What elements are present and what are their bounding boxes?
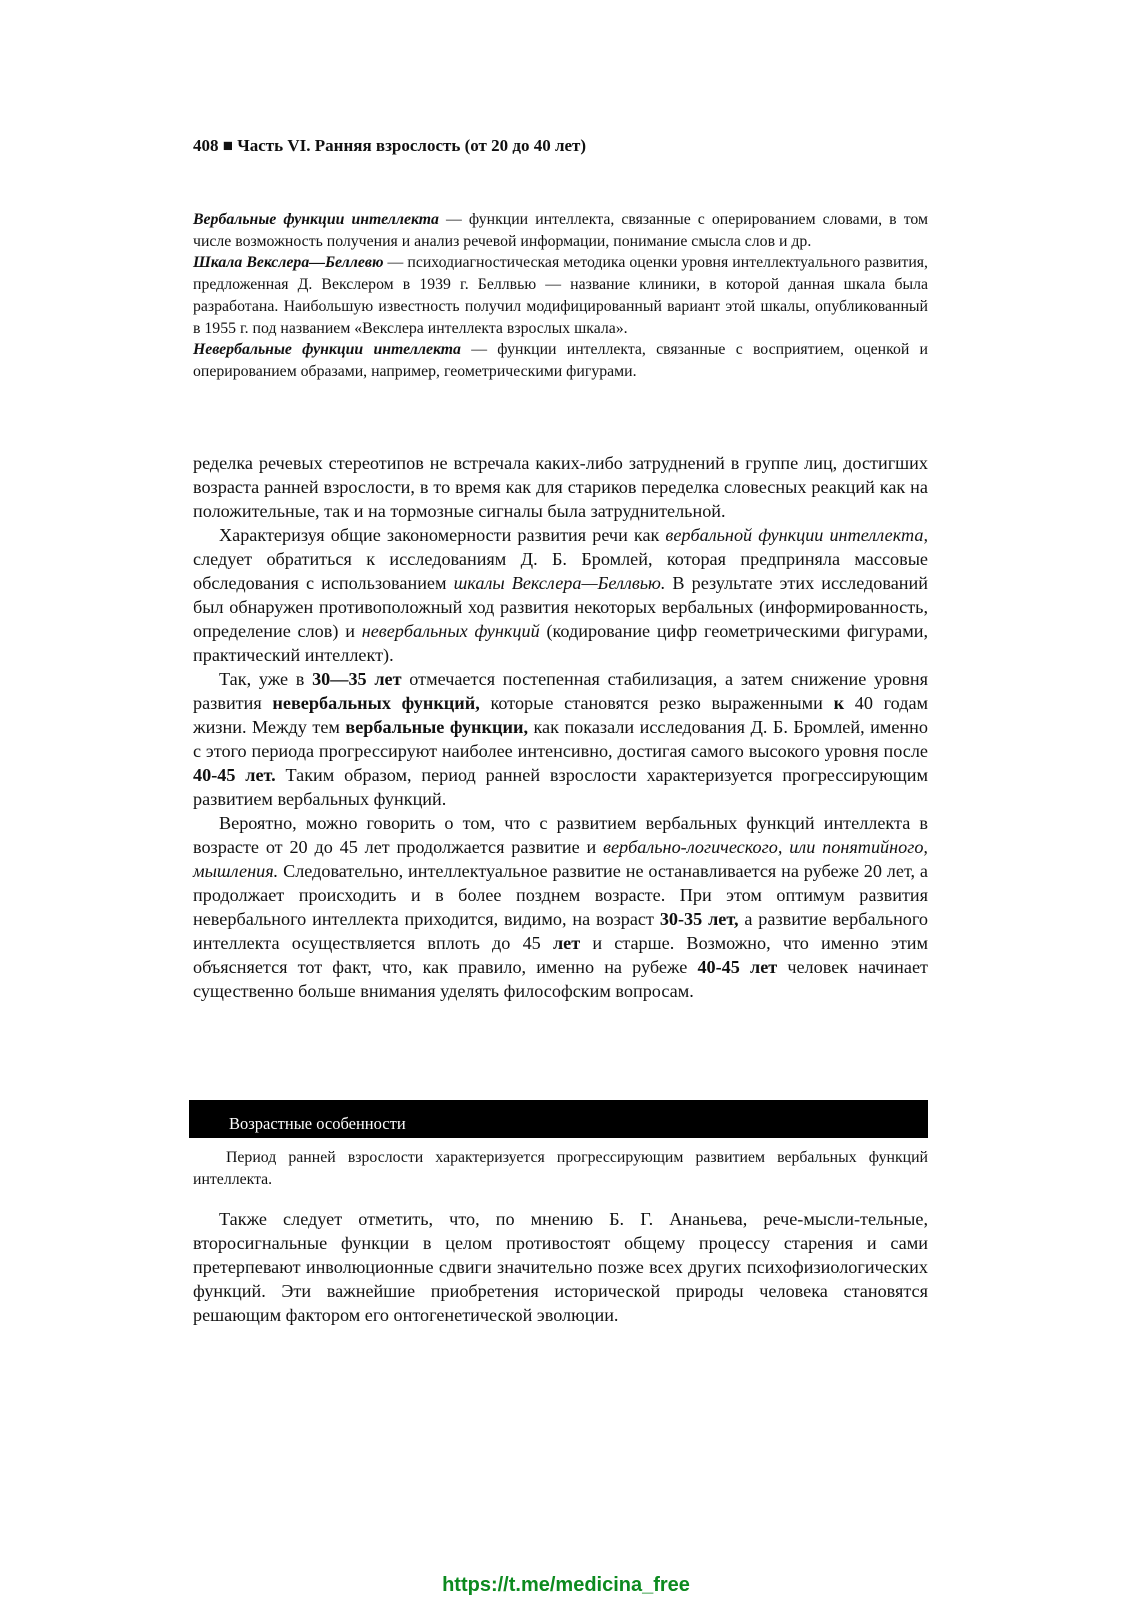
emphasis: шкалы Векслера—Беллвью.	[453, 573, 666, 593]
text-run: 40 годам жизни. Между тем	[193, 693, 929, 737]
glossary-block	[193, 209, 928, 383]
text-run: Характеризуя общие закономерности развития речи как	[219, 525, 666, 545]
text-run: как показали исследования Д. Б. Бромлей, именно с этого периода прогрессируют наиболее интенсивно, достигая самого высокого уровня после	[193, 717, 928, 761]
banner-title: Возрастные особенности	[229, 1114, 406, 1133]
glossary-entry	[193, 252, 928, 339]
glossary-entry	[193, 209, 928, 252]
text-run: Следовательно, интеллектуальное развитие не останавливается на рубеже 20 лет, а продолжает происходить и в более позднем возрасте. При этом оптимум развития невербального интеллекта приходится, видимо, на возраст	[193, 861, 928, 929]
strong: невербальных функций,	[272, 693, 480, 713]
glossary-term: Шкала Векслера—Беллевю	[193, 254, 384, 272]
strong: вербальные функции,	[345, 717, 528, 737]
strong: лет	[552, 933, 581, 953]
main-text	[193, 451, 928, 1003]
text-run: (кодирование цифр геометрическими фигурами, практический интеллект).	[193, 621, 928, 665]
text-run: Вероятно, можно говорить о том, что с развитием вербальных функций интеллекта в возрасте от 20 до 45 лет продолжается развитие и	[193, 813, 928, 857]
glossary-definition: — психодиагностическая методика оценки уровня интеллектуального развития, предложенная Д. Векслером в 1939 г. Беллвью — название клиники, в которой данная шкала была разработана. Наибольшую известность получил модифицированный вариант этой шкалы, опубликованный в 1955 г. под названием «Векслера интеллекта взрослых шкала».	[193, 254, 928, 337]
emphasis: вербальной функции интеллекта,	[665, 525, 928, 545]
text-run: Таким образом, период ранней взрослости характеризуется прогрессирующим развитием вербальных функций.	[193, 765, 928, 809]
text-run: Так, уже в	[219, 669, 313, 689]
emphasis: невербальных функций	[361, 621, 540, 641]
text-run: которые становятся резко выраженными	[479, 693, 834, 713]
text-run: отмечается постепенная стабилизация, а затем снижение уровня развития	[193, 669, 928, 713]
box-text: Период ранней взрослости характеризуется прогрессирующим развитием вербальных функций интеллекта.	[193, 1149, 928, 1188]
strong: 40-45 лет.	[193, 765, 276, 785]
paragraph	[193, 667, 928, 811]
text-run: человек начинает существенно больше внимания уделять философским вопросам.	[193, 957, 928, 1001]
emphasis: вербально-логического, или понятийного, мышления.	[193, 837, 928, 881]
footer-link[interactable]: https://t.me/medicina_free	[442, 1574, 690, 1596]
glossary-definition: — функции интеллекта, связанные с оперированием словами, в том числе возможность получения и анализ речевой информации, понимание смысла слов и др.	[193, 211, 928, 250]
section-banner	[189, 1100, 928, 1138]
paragraph	[193, 523, 928, 667]
text-run: и старше. Возможно, что именно этим объясняется тот факт, что, как правило, именно на рубеже	[193, 933, 929, 977]
strong: 30—35 лет	[312, 669, 402, 689]
glossary-entry	[193, 339, 928, 382]
running-header: 408 ■ Часть VI. Ранняя взрослость (от 20 до 40 лет)	[193, 136, 587, 155]
text-run: а развитие вербального интеллекта осуществляется вплоть до 45	[193, 909, 929, 953]
paragraph	[193, 811, 928, 1003]
glossary-term: Вербальные функции интеллекта	[193, 211, 439, 228]
strong: к	[833, 693, 845, 713]
paragraph: ределка речевых стереотипов не встречала каких-либо затруднений в группе лиц, достигших возраста ранней взрослости, в то время как для стариков переделка словесных реакций как на положительные, так и на тормозные сигналы была затруднительной.	[193, 453, 928, 521]
closing-paragraph: Также следует отметить, что, по мнению Б. Г. Ананьева, рече-мысли-тельные, второсигнальные функции в целом противостоят общему процессу старения и сами претерпевают инволюционные сдвиги значительно позже всех других психофизиологических функций. Эти важнейшие приобретения исторической природы человека становятся решающим фактором его онтогенетической эволюции.	[193, 1209, 928, 1325]
text-run: следует обратиться к исследованиям Д. Б. Бромлей, которая предприняла массовые обследования с использованием	[193, 549, 928, 593]
glossary-definition: — функции интеллекта, связанные с восприятием, оценкой и оперированием образами, например, геометрическими фигурами.	[193, 341, 929, 380]
strong: 40-45 лет	[697, 957, 778, 977]
glossary-term: Невербальные функции интеллекта	[193, 341, 461, 359]
text-run: В результате этих исследований был обнаружен противоположный ход развития некоторых вербальных (информированность, определение слов) и	[193, 573, 928, 641]
strong: 30-35 лет,	[659, 909, 739, 929]
